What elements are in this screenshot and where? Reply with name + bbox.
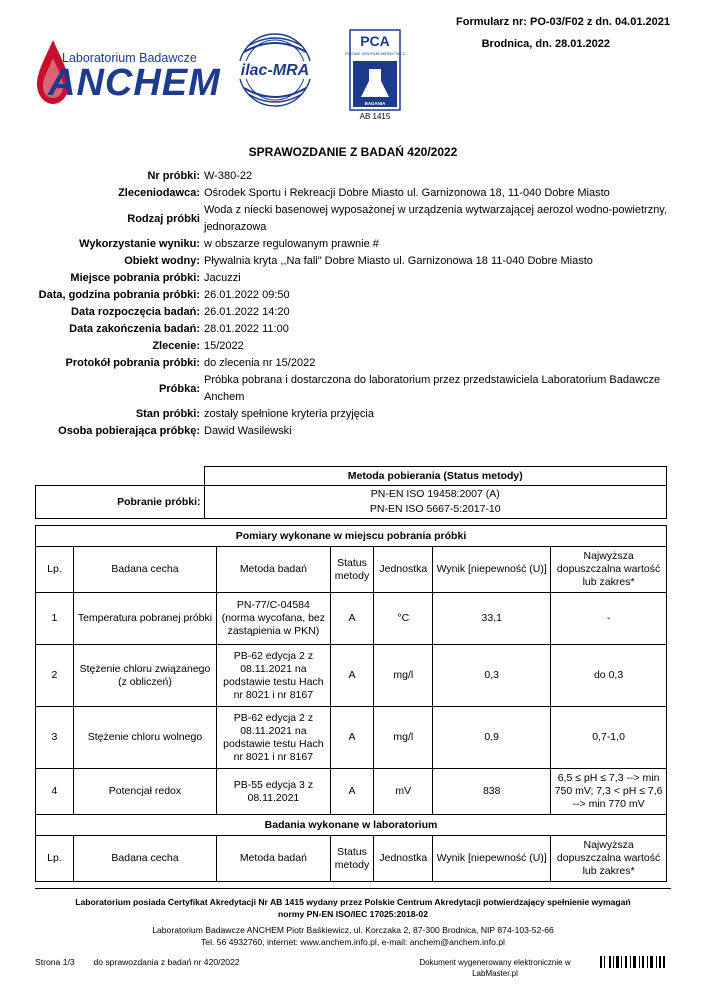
cell-result: 838 <box>433 769 551 815</box>
accreditation-line-2: normy PN-EN ISO/IEC 17025:2018-02 <box>278 909 428 919</box>
info-row <box>30 423 680 440</box>
cell-method: PN-77/C-04584 (norma wycofana, bez zastąpienia w PKN) <box>217 593 331 645</box>
sampling-header: Metoda pobierania (Status metody) <box>204 467 667 486</box>
info-value: Próbka pobrana i dostarczona do laboratorium przez przedstawiciela Laboratorium Badawcze Anchem <box>204 374 661 403</box>
contact-line: Tel. 56 4932760, internet: www.anchem.info.pl, e-mail: anchem@anchem.info.pl <box>201 937 505 947</box>
address-line: Laboratorium Badawcze ANCHEM Piotr Baśkiewicz, ul. Korczaka 2, 87-300 Brodnica, NIP 874-103-52-66 <box>152 925 554 935</box>
info-value: Pływalnia kryta ,,Na fali" Dobre Miasto ul. Garnizonowa 18 11-040 Dobre Miasto <box>204 255 593 267</box>
table-row <box>36 707 667 769</box>
info-value: 26.01.2022 14:20 <box>204 306 290 318</box>
cell-unit: °C <box>374 593 433 645</box>
col-header: Status metody <box>330 836 374 882</box>
col-header: Najwyższa dopuszczalna wartość lub zakres* <box>551 547 667 593</box>
col-header: Metoda badań <box>217 547 331 593</box>
cell-feature: Stężenie chloru wolnego <box>73 707 216 769</box>
pca-text: PCA <box>360 33 390 49</box>
generated-line-2: LabMaster.pl <box>472 969 518 978</box>
sampling-label: Pobranie próbki: <box>36 486 205 519</box>
cell-method: PB-62 edycja 2 z 08.11.2021 na podstawie testu Hach nr 8021 i nr 8167 <box>217 707 331 769</box>
table-header-row <box>36 836 667 882</box>
info-row <box>30 270 680 287</box>
info-row <box>30 253 680 270</box>
col-header: Badana cecha <box>73 836 216 882</box>
info-label: Rodzaj próbki <box>127 212 200 225</box>
info-label: Stan próbki: <box>135 408 200 420</box>
anchem-wordmark: ANCHEM <box>48 62 221 104</box>
ilac-text: ilac-MRA <box>240 62 310 79</box>
info-value: do zlecenia nr 15/2022 <box>204 357 316 369</box>
cell-feature: Potencjał redox <box>73 769 216 815</box>
cell-limit: do 0,3 <box>551 645 667 707</box>
place-date: Brodnica, dn. 28.01.2022 <box>481 38 610 50</box>
table-header-row <box>36 547 667 593</box>
sampling-method-1: PN-EN ISO 19458:2007 (A) <box>370 488 500 500</box>
info-value: W-380-22 <box>204 170 253 182</box>
page-info <box>35 957 240 967</box>
info-value: 15/2022 <box>204 340 244 352</box>
report-title: SPRAWOZDANIE Z BADAŃ 420/2022 <box>248 145 458 159</box>
info-label: Próbka: <box>159 382 200 395</box>
info-label: Data, godzina pobrania próbki: <box>38 289 200 301</box>
col-header: Lp. <box>36 836 74 882</box>
table-row <box>36 593 667 645</box>
info-value: zostały spełnione kryteria przyjęcia <box>204 408 374 420</box>
cell-result: 33,1 <box>433 593 551 645</box>
cell-lp: 4 <box>36 769 74 815</box>
table-row <box>36 769 667 815</box>
col-header: Metoda badań <box>217 836 331 882</box>
info-label: Zleceniodawca: <box>118 187 200 199</box>
cell-lp: 3 <box>36 707 74 769</box>
cell-status: A <box>330 593 374 645</box>
info-value: Woda z niecki basenowej wyposażonej w urządzenia wytwarzającej aerozol wodno-powietrzny, jednorazowa <box>204 204 668 233</box>
cell-result: 0,9 <box>433 707 551 769</box>
cell-lp: 1 <box>36 593 74 645</box>
col-header: Jednostka <box>374 547 433 593</box>
col-header: Jednostka <box>374 836 433 882</box>
form-number: Formularz nr: PO-03/F02 z dn. 04.01.2021 <box>456 16 670 28</box>
sampling-method-table <box>35 466 667 519</box>
pca-logo <box>345 29 405 111</box>
info-label: Wykorzystanie wyniku: <box>79 238 200 250</box>
cell-limit: 6,5 ≤ pH ≤ 7,3 --> min 750 mV; 7,3 < pH ≤ 7,6 --> min 770 mV <box>551 769 667 815</box>
col-header: Status metody <box>330 547 374 593</box>
cell-method: PB-55 edycja 3 z 08.11.2021 <box>217 769 331 815</box>
cell-unit: mV <box>374 769 433 815</box>
info-row <box>30 406 680 423</box>
col-header: Lp. <box>36 547 74 593</box>
field-section-title: Pomiary wykonane w miejscu pobrania próbki <box>36 526 667 547</box>
cell-limit: - <box>551 593 667 645</box>
info-row <box>30 202 680 236</box>
info-label: Nr próbki: <box>147 170 200 182</box>
info-row <box>30 338 680 355</box>
info-value: 28.01.2022 11:00 <box>204 323 289 335</box>
info-row <box>30 236 680 253</box>
sample-info <box>30 168 680 440</box>
info-value: Dawid Wasilewski <box>204 425 292 437</box>
cell-limit: 0,7-1,0 <box>551 707 667 769</box>
cell-unit: mg/l <box>374 645 433 707</box>
cell-status: A <box>330 707 374 769</box>
generated-note <box>400 957 590 979</box>
info-label: Obiekt wodny: <box>124 255 200 267</box>
sampling-methods <box>204 486 667 519</box>
lab-address <box>0 924 706 948</box>
pca-subtitle: POLSKIE CENTRUM AKREDYTACJI <box>345 52 405 56</box>
info-row <box>30 287 680 304</box>
measurements-table <box>35 525 667 882</box>
cell-lp: 2 <box>36 645 74 707</box>
report-reference: do sprawozdania z badań nr 420/2022 <box>93 957 240 967</box>
info-row <box>30 355 680 372</box>
cell-method: PB-62 edycja 2 z 08.11.2021 na podstawie testu Hach nr 8021 i nr 8167 <box>217 645 331 707</box>
ilac-mra-logo <box>230 30 320 110</box>
info-label: Zlecenie: <box>152 340 200 352</box>
info-value: Jacuzzi <box>204 272 241 284</box>
info-label: Data zakończenia badań: <box>69 323 200 335</box>
cell-feature: Stężenie chloru związanego (z obliczeń) <box>73 645 216 707</box>
page-number: Strona 1/3 <box>35 957 75 967</box>
info-row <box>30 185 680 202</box>
anchem-tagline: Laboratorium Badawcze <box>62 51 197 65</box>
lab-section-title: Badania wykonane w laboratorium <box>36 815 667 836</box>
cell-unit: mg/l <box>374 707 433 769</box>
sampling-method-2: PN-EN ISO 5667-5:2017-10 <box>369 503 501 515</box>
col-header: Najwyższa dopuszczalna wartość lub zakres* <box>551 836 667 882</box>
accreditation-line-1: Laboratorium posiada Certyfikat Akredytacji Nr AB 1415 wydany przez Polskie Centrum Akredytacji potwierdzający spełnienie wymagań <box>75 897 631 907</box>
info-label: Osoba pobierająca próbkę: <box>58 425 200 437</box>
info-row <box>30 304 680 321</box>
info-label: Miejsce pobrania próbki: <box>70 272 200 284</box>
col-header: Wynik [niepewność (U)] <box>433 836 551 882</box>
cell-status: A <box>330 645 374 707</box>
accreditation-note <box>0 896 706 920</box>
barcode-icon <box>600 956 666 968</box>
anchem-logo <box>28 38 228 118</box>
info-value: 26.01.2022 09:50 <box>204 289 290 301</box>
info-row <box>30 372 680 406</box>
cell-status: A <box>330 769 374 815</box>
cell-result: 0,3 <box>433 645 551 707</box>
info-label: Protokół pobrania próbki: <box>65 357 200 369</box>
table-row <box>36 645 667 707</box>
accreditation-code: AB 1415 <box>359 112 391 121</box>
info-value: Ośrodek Sportu i Rekreacji Dobre Miasto ul. Garnizonowa 18, 11-040 Dobre Miasto <box>204 187 610 199</box>
info-row <box>30 168 680 185</box>
cell-feature: Temperatura pobranej próbki <box>73 593 216 645</box>
generated-line-1: Dokument wygenerowany elektronicznie w <box>419 958 571 967</box>
pca-badania-text: BADANIA <box>364 101 386 106</box>
info-label: Data rozpoczęcia badań: <box>71 306 200 318</box>
info-row <box>30 321 680 338</box>
col-header: Badana cecha <box>73 547 216 593</box>
footer-divider <box>35 888 671 889</box>
info-value: w obszarze regulowanym prawnie # <box>204 238 379 250</box>
col-header: Wynik [niepewność (U)] <box>433 547 551 593</box>
